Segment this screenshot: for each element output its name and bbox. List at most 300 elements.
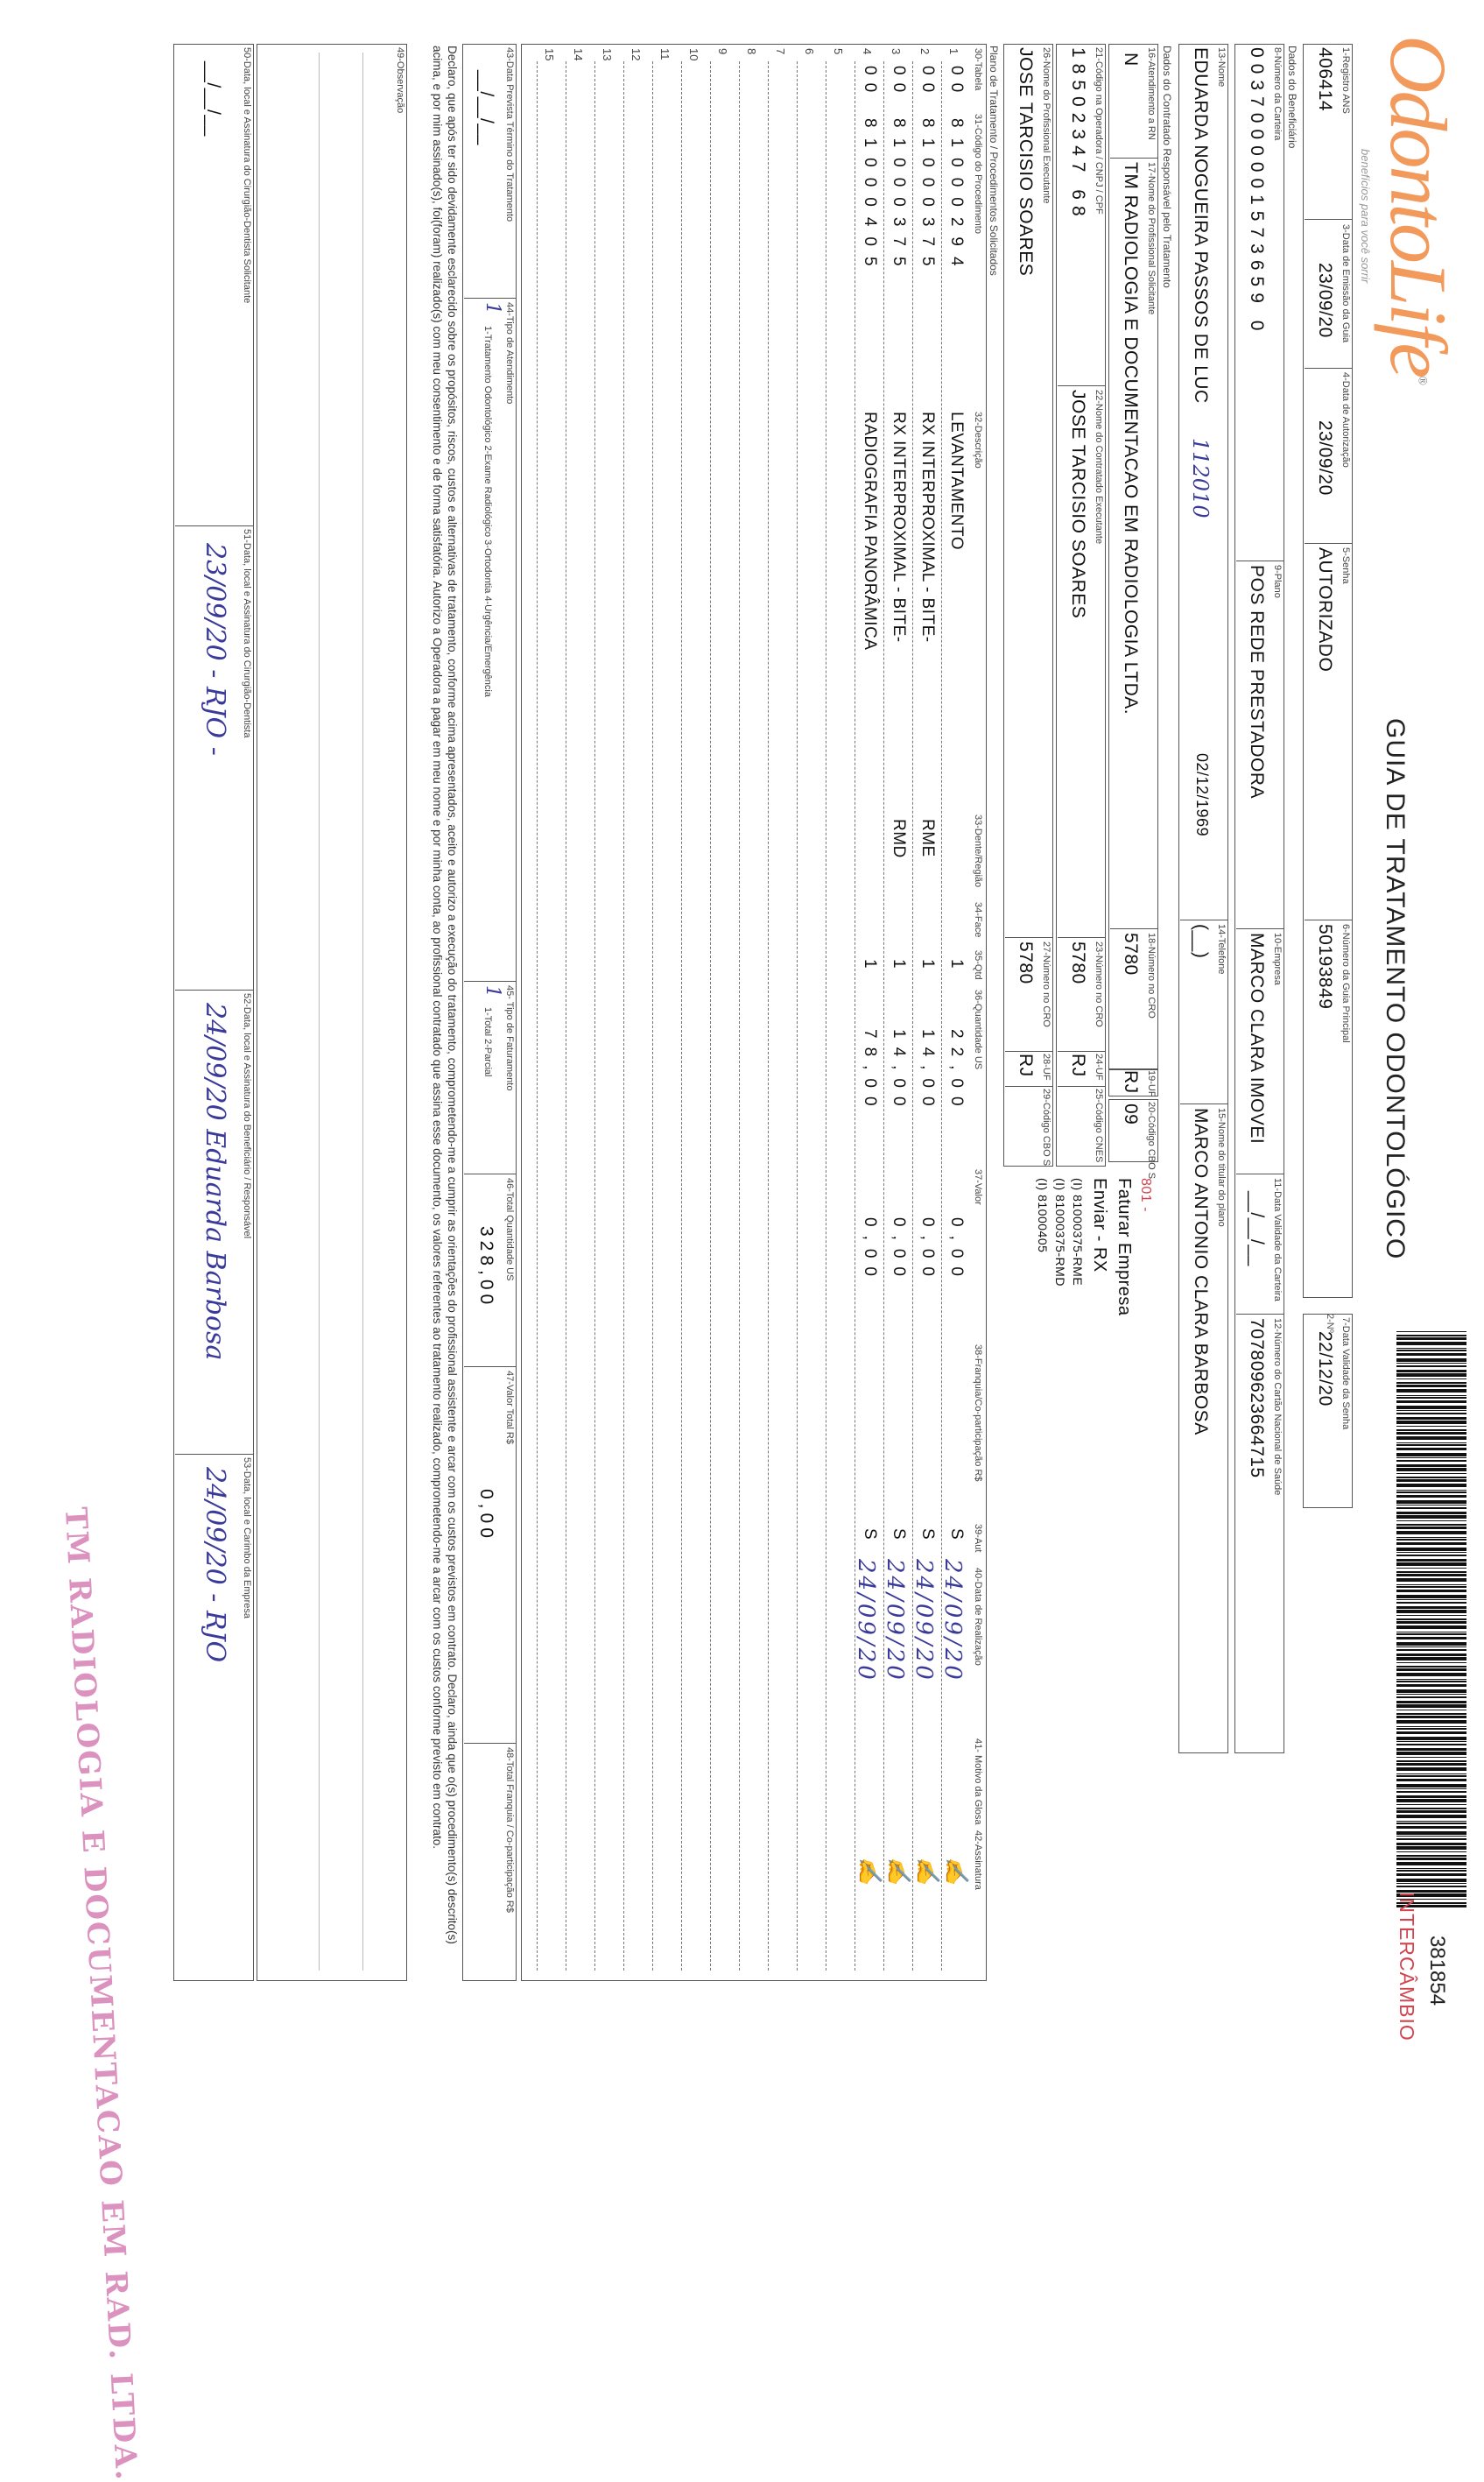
- cell-us: 22,00: [947, 1029, 966, 1115]
- uf-solicitante-label: 19-UF: [1146, 1070, 1157, 1097]
- barcode-bar: [1396, 1625, 1466, 1629]
- col-header-data: 40-Data de Realização: [973, 1568, 983, 1666]
- barcode: [1396, 1331, 1466, 1918]
- barcode-bar: [1396, 1846, 1466, 1850]
- cell-codigo: 81000375: [918, 118, 937, 277]
- sig50-value: __/__/__: [203, 61, 223, 137]
- declaration-text: Declaro, que após ter sido devidamente esclarecido sobre os propósitos, riscos, custos e alternativas de tratamento, conforme acima apresentados, aceito e autorizo a execução do tratamento, comprometendo-me a cumprir as orientações do profissional assistente e arcar com os custos previstos em contrato. Declaro, ainda que o(s) procedimento(s) descrito(s) acima, e por mim assinado(s), foi(foram) realizado(s) com meu consentimento e de forma satisfatória. Autorizo a Operadora a pagar em meu nome e por minha conta, ao profissional contratado que assina esse documento, os valores referentes ao tratamento realizado, comprometendo-me a arcar com os custos conforme previsto em contrato.: [431, 46, 459, 1944]
- atendimento-rn-label: 16-Atendimento a RN: [1146, 47, 1157, 140]
- cro-executante-value: 5780: [1016, 941, 1036, 984]
- barcode-bar: [1396, 1537, 1466, 1538]
- form-title: GUIA DE TRATAMENTO ODONTOLÓGICO: [1381, 718, 1410, 1260]
- divider: [1110, 158, 1158, 159]
- barcode-bar: [1396, 1442, 1466, 1443]
- row-number: 10: [687, 48, 700, 61]
- barcode-bar: [1396, 1527, 1466, 1529]
- divider: [464, 298, 517, 299]
- table-row-line: [797, 61, 798, 1971]
- barcode-bar: [1396, 1410, 1466, 1411]
- divider: [1058, 1086, 1106, 1087]
- uf-solicitante-value: RJ: [1121, 1070, 1141, 1094]
- observacao-line: [319, 53, 320, 1971]
- procedures-section-label: Plano de Tratamento / Procedimentos Solicitados: [988, 46, 1000, 276]
- cell-us: 78,00: [861, 1029, 879, 1115]
- plano-label: 9-Plano: [1272, 565, 1283, 598]
- barcode-bar: [1396, 1531, 1466, 1534]
- number-label: 2-Nº: [1325, 1314, 1335, 1333]
- validade-senha-label: 7-Data Validade da Senha: [1340, 1317, 1351, 1430]
- barcode-bar: [1396, 1555, 1466, 1556]
- registro-ans-label: 1-Registro ANS: [1340, 47, 1351, 114]
- divider: [1058, 937, 1106, 938]
- barcode-bar: [1396, 1858, 1466, 1860]
- cell-aut: S: [861, 1528, 879, 1540]
- barcode-bar: [1396, 1539, 1466, 1541]
- barcode-bar: [1396, 1335, 1466, 1336]
- barcode-bar: [1396, 1748, 1466, 1751]
- barcode-bar: [1396, 1363, 1466, 1364]
- barcode-bar: [1396, 1548, 1466, 1551]
- barcode-bar: [1396, 1426, 1466, 1427]
- barcode-bar: [1396, 1524, 1466, 1526]
- cell-dente: RMD: [890, 819, 908, 858]
- cell-valor: 0,00: [861, 1217, 879, 1285]
- cell-qtd: 1: [890, 959, 908, 969]
- uf-contratado-value: RJ: [1068, 1054, 1088, 1077]
- divider: [1005, 937, 1053, 938]
- observacao-label: 49-Observação: [395, 47, 405, 114]
- barcode-bar: [1396, 1752, 1466, 1755]
- codigo-operadora-value: 18502347 68: [1068, 47, 1088, 222]
- total-us-label: 46-Total Quantidade US: [504, 1178, 515, 1281]
- barcode-bar: [1396, 1831, 1466, 1835]
- tipo-faturamento-options: 1-Total 2-Parcial: [482, 1007, 493, 1077]
- barcode-bar: [1396, 1584, 1466, 1585]
- cell-tabela: 00: [861, 66, 879, 101]
- validade-senha-value: 22/12/20: [1315, 1331, 1335, 1407]
- empresa-value: MARCO CLARA IMOVEI: [1247, 933, 1267, 1145]
- barcode-bar: [1396, 1595, 1466, 1598]
- sig51-value: 23/09/20 - RJO -: [200, 543, 230, 756]
- codigo-operadora-label: 21-Código na Operadora / CNPJ / CPF: [1094, 47, 1104, 215]
- sig52-value: 24/09/20 Eduarda Barbosa: [200, 1003, 230, 1361]
- divider: [1305, 368, 1353, 369]
- telefone-value: (__): [1191, 924, 1211, 959]
- row-number: 14: [572, 48, 585, 61]
- telefone-label: 14-Telefone: [1216, 924, 1227, 975]
- divider: [1305, 219, 1353, 220]
- table-row-line: [681, 61, 682, 1971]
- barcode-bar: [1396, 1512, 1466, 1514]
- total-us-value: 328,00: [476, 1226, 496, 1309]
- cro-solicitante-label: 18-Número no CRO: [1146, 933, 1157, 1019]
- barcode-bar: [1396, 1883, 1466, 1884]
- nome-annotation: 112010: [1188, 438, 1213, 518]
- senha-value: AUTORIZADO: [1315, 547, 1335, 673]
- barcode-bar: [1396, 1484, 1466, 1487]
- uf-executante-value: RJ: [1016, 1054, 1036, 1077]
- divider: [1305, 543, 1353, 544]
- barcode-bar: [1396, 1737, 1466, 1740]
- barcode-bar: [1396, 1562, 1466, 1566]
- cell-qtd: 1: [861, 959, 879, 969]
- barcode-bar: [1396, 1788, 1466, 1789]
- barcode-bar: [1396, 1823, 1466, 1824]
- barcode-bar: [1396, 1373, 1466, 1377]
- col-header-aut: 39-Aut: [973, 1524, 983, 1553]
- barcode-bar: [1396, 1453, 1466, 1456]
- col-header-descricao: 32-Descrição: [973, 412, 983, 469]
- divider: [1110, 928, 1158, 929]
- barcode-bar: [1396, 1799, 1466, 1802]
- barcode-bar: [1396, 1744, 1466, 1745]
- atendimento-rn-value: N: [1121, 53, 1141, 67]
- numero-carteira-value: 0037000001573659 0: [1247, 47, 1267, 337]
- col-header-tabela: 30-Tabela: [973, 48, 983, 91]
- procedures-table: [521, 44, 987, 1981]
- row-number: 5: [832, 48, 845, 55]
- divider: [1005, 1051, 1053, 1052]
- barcode-bar: [1396, 1370, 1466, 1372]
- company-stamp: TM RADIOLOGIA E DOCUMENTACAO EM RAD. LTDA.: [57, 1505, 144, 2482]
- barcode-bar: [1396, 1468, 1466, 1471]
- data-autorizacao-label: 4-Data de Autorização: [1340, 372, 1351, 468]
- barcode-bar: [1396, 1713, 1466, 1715]
- cell-data: 24/09/20: [911, 1559, 937, 1682]
- validade-carteira-value: __/__/__: [1247, 1191, 1267, 1266]
- valor-total-value: 0,00: [476, 1489, 496, 1542]
- logo-trademark: ®: [1415, 376, 1429, 383]
- barcode-bar: [1396, 1726, 1466, 1727]
- divider: [464, 1743, 517, 1744]
- barcode-bar: [1396, 1621, 1466, 1624]
- table-row-line: [710, 61, 711, 1971]
- cell-tabela: 00: [890, 66, 908, 101]
- barcode-bar: [1396, 1448, 1466, 1450]
- barcode-bar: [1396, 1618, 1466, 1620]
- cell-tabela: 00: [947, 66, 966, 101]
- barcode-bar: [1396, 1653, 1466, 1656]
- table-row-line: [623, 61, 624, 1971]
- barcode-bar: [1396, 1599, 1466, 1600]
- barcode-bar: [1396, 1633, 1466, 1635]
- cnes-label: 25-Código CNES: [1094, 1089, 1104, 1163]
- barcode-bar: [1396, 1400, 1466, 1403]
- numero-carteira-label: 8-Número da Carteira: [1272, 47, 1283, 141]
- validade-carteira-label: 11-Data Validade da Carteira: [1272, 1178, 1283, 1301]
- row-number: 12: [629, 48, 643, 61]
- row-signature-icon: ✍: [943, 1857, 969, 1886]
- barcode-bar: [1396, 1491, 1466, 1493]
- row-number: 3: [890, 48, 903, 55]
- barcode-bar: [1396, 1741, 1466, 1742]
- barcode-bar: [1396, 1757, 1466, 1758]
- barcode-bar: [1396, 1350, 1466, 1351]
- titular-label: 15-Nome do titular do plano: [1216, 1108, 1227, 1227]
- barcode-bar: [1396, 1421, 1466, 1424]
- barcode-bar: [1396, 1779, 1466, 1781]
- col-header-qtd: 35-Qtd: [973, 950, 983, 980]
- col-header-franquia: 38-Franquia/Co-participação R$: [973, 1344, 983, 1482]
- nome-label: 13-Nome: [1216, 47, 1227, 88]
- beneficiario-section-label: Dados do Beneficiário: [1286, 46, 1298, 149]
- barcode-bar: [1396, 1568, 1466, 1569]
- barcode-bar: [1396, 1590, 1466, 1592]
- row-number: 7: [774, 48, 787, 55]
- tipo-faturamento-label: 45- Tipo de Faturamento: [504, 985, 515, 1091]
- barcode-bar: [1396, 1337, 1466, 1340]
- barcode-bar: [1396, 1490, 1466, 1491]
- barcode-bar: [1396, 1479, 1466, 1482]
- barcode-bar: [1396, 1879, 1466, 1882]
- table-row-line: [594, 61, 595, 1971]
- sig50-label: 50-Data, local e Assinatura do Cirurgião-Dentista Solicitante: [242, 47, 252, 304]
- cell-codigo: 81000405: [861, 118, 879, 277]
- barcode-bar: [1396, 1610, 1466, 1613]
- barcode-bar: [1396, 1342, 1466, 1345]
- barcode-bar: [1396, 1836, 1466, 1837]
- contratado-executante-value: JOSE TARCISIO SOARES: [1068, 390, 1088, 619]
- profissional-solicitante-value: TM RADIOLOGIA E DOCUMENTACAO EM RADIOLOGIA LTDA.: [1121, 162, 1141, 716]
- barcode-bar: [1396, 1413, 1466, 1414]
- barcode-bar: [1396, 1331, 1466, 1332]
- barcode-bar: [1396, 1642, 1466, 1646]
- barcode-bar: [1396, 1681, 1466, 1682]
- barcode-bar: [1396, 1637, 1466, 1639]
- barcode-bar: [1396, 1378, 1466, 1379]
- divider: [175, 525, 254, 526]
- barcode-bar: [1396, 1815, 1466, 1818]
- data-autorizacao-value: 23/09/20: [1315, 420, 1335, 496]
- row-number: 1: [947, 48, 960, 55]
- barcode-bar: [1396, 1395, 1466, 1396]
- cartao-nacional-label: 12-Número do Cartão Nacional de Saúde: [1272, 1318, 1283, 1496]
- contratado-section-label: Dados do Contratado Responsável pelo Tratamento: [1161, 46, 1173, 288]
- barcode-bar: [1396, 1662, 1466, 1663]
- barcode-bar: [1396, 1649, 1466, 1651]
- barcode-bar: [1396, 1574, 1466, 1576]
- cell-descricao: RX INTERPROXIMAL - BITE-: [890, 412, 908, 643]
- col-header-codigo: 31-Código do Procedimento: [973, 114, 983, 234]
- cell-tabela: 00: [918, 66, 937, 101]
- titular-value: MARCO ANTONIO CLARA BARBOSA: [1191, 1108, 1211, 1435]
- barcode-bar: [1396, 1615, 1466, 1616]
- table-row-line: [739, 61, 740, 1971]
- note-line: (I) 81000375-RMD: [1053, 1178, 1067, 1287]
- barcode-bar: [1396, 1773, 1466, 1774]
- cell-dente: RME: [918, 819, 937, 857]
- barcode-bar: [1396, 1838, 1466, 1840]
- barcode-bar: [1396, 1873, 1466, 1876]
- divider: [1236, 1314, 1284, 1315]
- row-number: 11: [658, 48, 672, 60]
- note-line: Enviar - RX: [1090, 1178, 1109, 1273]
- divider: [464, 1366, 517, 1367]
- registro-ans-value: 406414: [1315, 47, 1335, 112]
- cell-valor: 0,00: [947, 1217, 966, 1285]
- barcode-bar: [1396, 1763, 1466, 1766]
- data-nascimento: 02/12/1969: [1193, 753, 1211, 837]
- barcode-bar: [1396, 1586, 1466, 1588]
- barcode-bar: [1396, 1552, 1466, 1553]
- barcode-bar: [1396, 1689, 1466, 1693]
- barcode-bar: [1396, 1821, 1466, 1822]
- cell-valor: 0,00: [918, 1217, 937, 1285]
- barcode-bar: [1396, 1477, 1466, 1478]
- logo-text: OdontoLife: [1374, 35, 1463, 377]
- barcode-bar: [1396, 1500, 1466, 1504]
- barcode-bar: [1396, 1760, 1466, 1762]
- barcode-bar: [1396, 1578, 1466, 1582]
- barcode-bar: [1396, 1855, 1466, 1857]
- row-signature-icon: ✍: [885, 1857, 911, 1886]
- cell-codigo: 81000375: [890, 118, 908, 277]
- divider: [175, 1454, 254, 1455]
- barcode-bar: [1396, 1542, 1466, 1545]
- barcode-bar: [1396, 1495, 1466, 1498]
- col-header-glosa: 41- Motivo da Glosa: [973, 1738, 983, 1825]
- barcode-bar: [1396, 1646, 1466, 1647]
- odontolife-logo: [1372, 35, 1465, 383]
- note-line: 801 -: [1138, 1178, 1153, 1212]
- uf-contratado-label: 24-UF: [1094, 1054, 1104, 1081]
- barcode-bar: [1396, 1666, 1466, 1668]
- contratado-executante-label: 22-Nome do Contratado Executante: [1094, 390, 1104, 545]
- barcode-bar: [1396, 1657, 1466, 1661]
- cro-contratado-label: 23-Número no CRO: [1094, 941, 1104, 1027]
- barcode-bar: [1396, 1767, 1466, 1771]
- barcode-bar: [1396, 1791, 1466, 1793]
- cell-aut: S: [947, 1528, 966, 1540]
- barcode-bar: [1396, 1507, 1466, 1509]
- barcode-bar: [1396, 1606, 1466, 1609]
- barcode-bar: [1396, 1696, 1466, 1698]
- barcode-bar: [1396, 1728, 1466, 1730]
- tipo-atendimento-options: 1-Tratamento Odontológico 2-Exame Radiológico 3-Ortodontia 4-Urgência/Emergência: [482, 326, 493, 697]
- nome-value: EDUARDA NOGUEIRA PASSOS DE LUC: [1191, 47, 1211, 404]
- table-row-line: [652, 61, 653, 1971]
- barcode-bar: [1396, 1868, 1466, 1869]
- barcode-bar: [1396, 1406, 1466, 1409]
- barcode-bar: [1396, 1862, 1466, 1865]
- barcode-bar: [1396, 1520, 1466, 1521]
- divider: [175, 990, 254, 991]
- cell-data: 24/09/20: [939, 1559, 966, 1682]
- observacao-line: [362, 53, 363, 1971]
- barcode-bar: [1396, 1365, 1466, 1367]
- barcode-graphic: [1396, 1331, 1466, 1918]
- cbo-solicitante-label: 20-Código CBO S: [1146, 1102, 1157, 1180]
- divider: [1005, 1086, 1053, 1087]
- barcode-bar: [1396, 1886, 1466, 1887]
- barcode-bar: [1396, 1432, 1466, 1435]
- profissional-executante-label: 26-Nome do Profissional Executante: [1041, 47, 1051, 204]
- intercambio-label: INTERCÂMBIO: [1396, 1892, 1418, 2041]
- observacao-box: [257, 44, 407, 1981]
- cell-valor: 0,00: [890, 1217, 908, 1285]
- barcode-bar: [1396, 1679, 1466, 1680]
- cell-us: 14,00: [918, 1029, 937, 1115]
- barcode-bar: [1396, 1602, 1466, 1604]
- barcode-bar: [1396, 1668, 1466, 1671]
- cbo-solicitante-value: 09: [1121, 1104, 1141, 1125]
- table-row-line: [912, 61, 913, 1971]
- barcode-bar: [1396, 1571, 1466, 1573]
- cell-descricao: RX INTERPROXIMAL - BITE-: [918, 412, 937, 643]
- barcode-bar: [1396, 1397, 1466, 1399]
- row-number: 15: [543, 48, 556, 61]
- previsao-label: 43-Data Prevista Término do Tratamento: [504, 47, 515, 222]
- cell-codigo: 81000294: [947, 118, 966, 277]
- barcode-bar: [1396, 1684, 1466, 1687]
- guide-number: 381854: [1425, 1936, 1449, 2006]
- barcode-bar: [1396, 1720, 1466, 1724]
- row-number: 6: [803, 48, 816, 55]
- profissional-executante-value: JOSE TARCISIO SOARES: [1016, 47, 1036, 277]
- barcode-bar: [1396, 1810, 1466, 1813]
- barcode-bar: [1396, 1444, 1466, 1446]
- row-number: 8: [745, 48, 758, 55]
- row-number: 2: [918, 48, 932, 55]
- barcode-bar: [1396, 1436, 1466, 1440]
- note-line: (I) 81000375-RME: [1071, 1178, 1085, 1287]
- cbo-executante-label: 29-Código CBO S: [1041, 1089, 1051, 1167]
- col-header-valor: 37-Valor: [973, 1169, 983, 1205]
- barcode-bar: [1396, 1464, 1466, 1467]
- row-number: 4: [861, 48, 874, 55]
- guia-principal-value: 50193849: [1315, 924, 1335, 1010]
- guia-principal-label: 6-Número da Guia Principal: [1340, 924, 1351, 1043]
- cell-data: 24/09/20: [882, 1559, 908, 1682]
- barcode-bar: [1396, 1515, 1466, 1519]
- previsao-value: __/__/__: [476, 70, 496, 145]
- cell-descricao: LEVANTAMENTO: [947, 412, 966, 551]
- col-header-face: 34-Face: [973, 902, 983, 938]
- barcode-bar: [1396, 1701, 1466, 1703]
- table-row-line: [883, 61, 884, 1971]
- cell-qtd: 1: [918, 959, 937, 969]
- barcode-bar: [1396, 1775, 1466, 1777]
- cell-descricao: RADIOGRAFIA PANORÂMICA: [861, 412, 879, 651]
- barcode-bar: [1396, 1826, 1466, 1829]
- barcode-bar: [1396, 1795, 1466, 1798]
- barcode-bar: [1396, 1457, 1466, 1458]
- table-row-line: [941, 61, 942, 1971]
- table-row-line: [537, 61, 538, 1971]
- barcode-bar: [1396, 1382, 1466, 1384]
- barcode-bar: [1396, 1353, 1466, 1356]
- col-header-assinatura: 42-Assinatura: [973, 1830, 983, 1890]
- barcode-bar: [1396, 1694, 1466, 1695]
- sig52-label: 52-Data, local e Assinatura do Beneficiário / Responsável: [242, 993, 252, 1239]
- divider: [464, 981, 517, 982]
- data-emissao-label: 3-Data de Emissão da Guia: [1340, 224, 1351, 343]
- cell-aut: S: [918, 1528, 937, 1540]
- cartao-nacional-value: 707809623664715: [1247, 1318, 1267, 1478]
- row-number: 9: [716, 48, 729, 55]
- tipo-atendimento-value: 1: [482, 302, 503, 314]
- barcode-bar: [1396, 1417, 1466, 1420]
- uf-executante-label: 28-UF: [1041, 1054, 1051, 1081]
- barcode-bar: [1396, 1804, 1466, 1805]
- note-line: (I) 81000405: [1036, 1178, 1050, 1253]
- barcode-bar: [1396, 1358, 1466, 1362]
- barcode-bar: [1396, 1731, 1466, 1734]
- profissional-solicitante-label: 17-Nome do Profissional Solicitante: [1146, 162, 1157, 315]
- divider: [1058, 385, 1106, 386]
- barcode-bar: [1396, 1870, 1466, 1872]
- empresa-label: 10-Empresa: [1272, 933, 1283, 985]
